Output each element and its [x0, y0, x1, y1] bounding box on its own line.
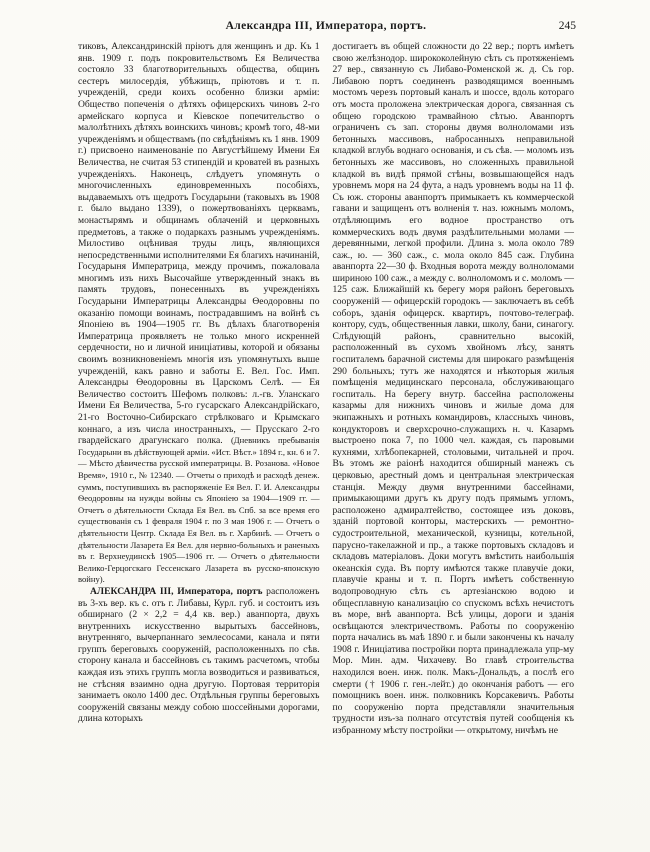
paragraph-right-continuation: [333, 41, 575, 737]
running-header-title: Александра III, Императора, портъ.: [225, 20, 427, 32]
page-content: [78, 41, 574, 737]
article-lead-text: расположенъ въ 3-хъ вер. къ с. отъ г. Либавы, Курл. губ. и состоитъ изъ обширнаго (2 × 2,2 = 4,4 кв. вер.) аванпорта, двухъ внутреннихъ искусственно вырытыхъ бассейновъ, внутренняго, вычерпаннаго землесосами, канала и пяти группъ береговыхъ сооруженій, расположенныхъ по сѣв. сторону канала и бассейновъ съ такимъ расчетомъ, чтобы каждая изъ этихъ группъ могла возводиться и развиваться, не стѣсняя взаимно одна другую. Портовая территорія занимаетъ около 1400 дес. Отдѣльныя группы береговыхъ сооруженій связаны между собою шоссейными дорогами, длина которыхъ: [78, 585, 320, 725]
paragraph-continuation: [78, 41, 320, 586]
article-alexandra-port: [78, 586, 320, 725]
right-continuation-text: достигаетъ въ общей сложности до 22 вер.; портъ имѣетъ свою желѣзнодор. ширококолейную сѣть съ протяженіемъ 27 вер., связанную съ Либаво-Роменской ж. д. Съ гор. Либавою портъ соединенъ разводящимся военнымъ мостомъ черезъ портовый каналъ и шоссе, вдоль котораго отъ моста проложена электрическая дорога, связанная съ общею городскою трамвайною сѣтью. Аванпортъ ограниченъ съ зап. стороны двумя волноломами изъ бетонныхъ массивовъ, набросанныхъ неправильной кладкой вглубь воднаго основанія, и съ сѣв. — моломъ изъ бетонныхъ же массивовъ, но сложенныхъ правильной кладкой въ видѣ прямой стѣны, возвышающейся надъ уровнемъ моря на 24 фута, а надъ уровнемъ воды на 11 ф. Съ юж. стороны аванпортъ примыкаетъ къ коммерческой гавани и защищенъ отъ волненія т. наз. южнымъ моломъ, отдѣляющимъ его водное пространство отъ коммерческихъ водъ двумя раздѣлительными молами — деревянными, легкой профили. Длина з. мола около 789 саж., ю. — 360 саж., с. мола около 845 саж. Глубина аванпорта 22—30 ф. Входныя ворота между волноломами шириною 100 саж., а между с. волноломомъ и с. моломъ — 125 саж. Ближайшій къ берегу моря районъ береговыхъ сооруженій — офицерскій городокъ — заключаетъ въ себѣ соборъ, зданія офицерск. квартиръ, почтово-телеграф. контору, судъ, общественныя лавки, школу, бани, синагогу. Слѣдующій районъ, сравнительно высокій, расположенный въ сухомъ хвойномъ лѣсу, занятъ госпиталемъ барачной системы для широкаго размѣщенія 290 больныхъ; тутъ же находятся и нѣкоторыя жилыя помѣщенія медицинскаго персонала, обслуживающаго госпиталь. На берегу внутр. бассейна расположены казармы для нижнихъ чиновъ и жилые дома для экипажныхъ и ротныхъ командировъ, классныхъ чиновъ, кондукторовъ и сверхсрочно-служащихъ н. ч. Казармъ выстроено пока 7, по 1000 чел. каждая, съ паровыми кухнями, хлѣбопекарней, столовыми, читальней и проч. Въ этомъ же раіонѣ находится обширный манежъ съ церковью, арестный домъ и центральная электрическая станція. Между двумя внутренними бассейнами, примыкающими другъ къ другу подъ прямымъ угломъ, расположено адмиралтейство, состоящее изъ доковъ, зданій портовой конторы, мастерскихъ — ремонтно-судостроительной, механической, кузницы, котельной, парусно-такелажной и пр., а также портовыхъ складовъ и складовъ матеріаловъ. Доки могутъ вмѣстить наибольшія океанскія суда. Въ порту имѣются также плавучіе доки, плавучіе краны и т. п. Портъ имѣетъ собственную водопроводную сѣть съ артезіанскою водою и общесплавную канализацію со спускомъ всѣхъ нечистотъ въ море, внѣ аванпорта. Всѣ улицы, дороги и зданія освѣщаются электричествомъ. Работы по сооруженію порта начались въ маѣ 1890 г. и были закончены къ началу 1908 г. Иниціатива постройки порта принадлежала упр-му Мор. Мин. адм. Чихачеву. Во главѣ строительства находился воен. инж. полк. Макъ-Дональдъ, а послѣ его смерти († 1906 г. ген.-лейт.) до окончанія работъ — его помощникъ воен. инж. полковникъ Корсакевичъ. Работы по сооруженію порта представляли значительныя трудности изъ-за полнаго отсутствія путей сообщенія къ избранному мѣсту постройки — открытому, ничѣмъ не: [332, 41, 574, 737]
bibliography-text: (Дневникъ пребыванія Государыни въ дѣйствующей арміи. «Ист. Вѣст.» 1894 г., кн. 6 и 7. — Мѣсто дѣвичества русской императрицы. В. Розанова. «Новое Время», 1910 г., № 12340. — Отчеты о приходѣ и расходѣ денеж. суммъ, поступившихъ въ распоряженіе Ея Вел. Г. И. Александры Ѳеодоровны на нужды войны съ Японіею за 1904—1909 гг. — Отчетъ о дѣятельности Склада Ея Вел. въ Спб. за все время его существованія съ 1 февраля 1904 г. по 3 мая 1906 г. — Отчетъ о дѣятельности Центр. Склада Ея Вел. въ г. Харбинѣ. — Отчетъ о дѣятельности Лазарета Ея Вел. для нервно-больныхъ и раненыхъ въ г. Верхнеудинскѣ 1905—1906 гг. — Отчетъ о дѣятельности Велико-Герцогскаго Гессенскаго Лазарета въ русско-японскую войну).: [78, 435, 320, 585]
article-heading: АЛЕКСАНДРА III, Императора, портъ: [90, 585, 263, 597]
right-column: [333, 41, 575, 737]
left-column: [78, 41, 320, 725]
continuation-text: тиковъ, Александринскій пріютъ для женщинъ и др. Къ 1 янв. 1909 г. подъ покровительствомъ Ея Величества состояло 33 благотворительныхъ общества, общинъ сестеръ милосердія, убѣжищъ, пріютовъ и т. п. учрежденій, среди коихъ особенно близки арміи: Общество попеченія о дѣтяхъ офицерскихъ чиновъ 2-го армейскаго корпуса и Кіевское попечительство о малолѣтнихъ дѣтяхъ воинскихъ чиновъ; кромѣ того, 48-ми учрежденіямъ и обществамъ (по свѣдѣніямъ къ 1 янв. 1909 г.) присвоено наименованіе по Августѣйшему Имени Ея Величества, не считая 53 стипендій и кроватей въ разныхъ учрежденіяхъ. Наконецъ, слѣдуетъ упомянуть о многочисленныхъ единовременныхъ пособіяхъ, выдаваемыхъ отъ щедротъ Государыни (таковыхъ въ 1908 г. было выдано 1339), о пожертвованіяхъ церквамъ, монастырямъ и общинамъ облаченій и церковныхъ предметовъ, а также о подаркахъ разнымъ учрежденіямъ. Милостиво оцѣнивая труды лицъ, являющихся непосредственными исполнителями Ея благихъ начинаній, Государыня Императрица, между прочимъ, пожаловала многимъ изъ нихъ Высочайше утвержденный знакъ въ память трудовъ, понесенныхъ въ учрежденіяхъ Государыни Императрицы Александры Ѳеодоровны по оказанію помощи воинамъ, пострадавшимъ на войнѣ съ Японіею въ 1904—1905 гг. Въ дѣлахъ благотворенія Императрица проявляетъ не только много искренней сердечности, но и личной иниціативы, которой и обязаны своимъ возникновеніемъ многія изъ упомянутыхъ выше учрежденій, какъ равно и заботы Е. Вел. Гос. Имп. Александры Ѳеодоровны въ Царскомъ Селѣ. — Ея Величество состоитъ Шефомъ полковъ: л.-гв. Уланскаго Имени Ея Величества, 5-го гусарскаго Александрійскаго, 21-го Восточно-Сибирскаго стрѣлковаго и Крымскаго коннаго, а изъ числа иностранныхъ, — Прусскаго 2-го гвардейскаго драгунскаго полка.: [78, 41, 320, 447]
running-header: [78, 20, 574, 32]
page-number: 245: [558, 20, 576, 32]
